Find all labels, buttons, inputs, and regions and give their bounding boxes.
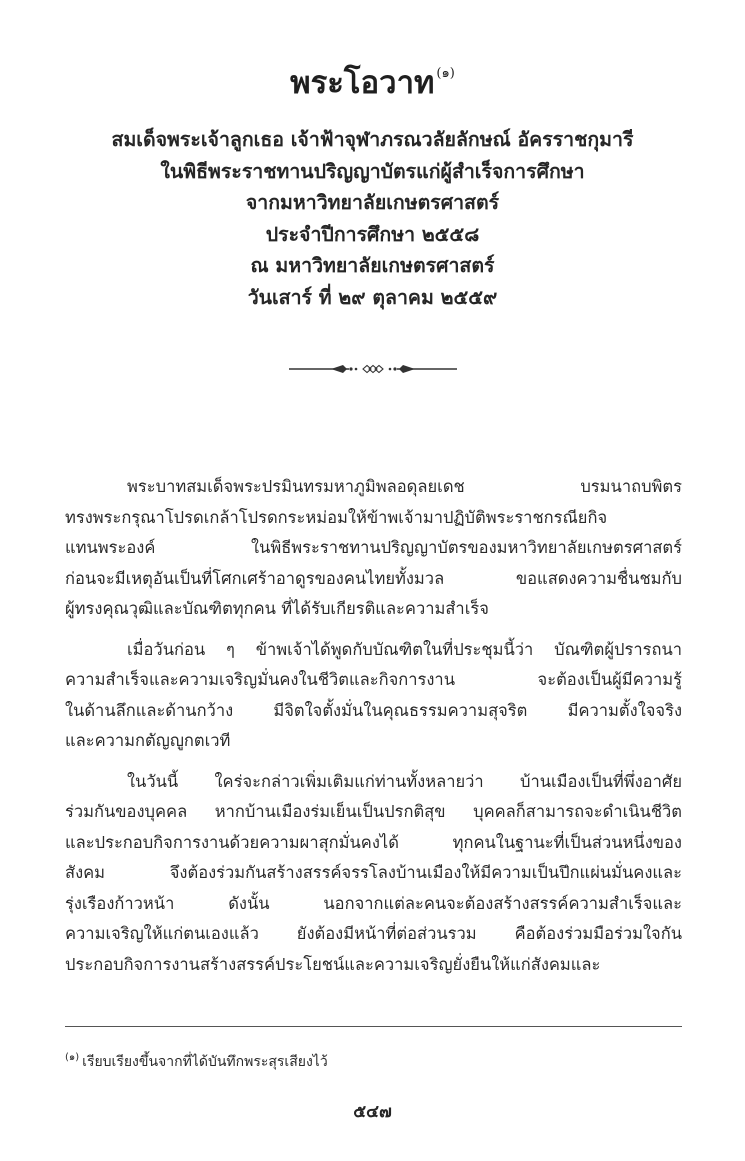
text-line: พระบาทสมเด็จพระปรมินทรมหาภูมิพลอดุลยเดช บรมนาถบพิตร <box>127 477 682 496</box>
text-line: รุ่งเรืองก้าวหน้า ดังนั้น นอกจากแต่ละคนจะต้องสร้างสรรค์ความสำเร็จและ <box>65 893 682 913</box>
ornament-divider-icon <box>287 362 459 376</box>
subtitle-line: ณ มหาวิทยาลัยเกษตรศาสตร์ <box>250 254 495 277</box>
text-line: ผู้ทรงคุณวุฒิและบัณฑิตทุกคน ที่ได้รับเกียรติและความสำเร็จ <box>65 599 489 618</box>
text-line: ประกอบกิจการงานสร้างสรรค์ประโยชน์และความเจริญยั่งยืนให้แก่สังคมและ <box>65 954 601 974</box>
title-footnote-marker: (๑) <box>436 66 455 81</box>
text-line: ร่วมกันของบุคคล หากบ้านเมืองร่มเย็นเป็นปรกติสุข บุคคลก็สามารถจะดำเนินชีวิต <box>65 802 682 821</box>
paragraph <box>65 635 682 757</box>
paragraph <box>65 767 682 981</box>
subtitle-block <box>40 124 705 313</box>
text-line: ในวันนี้ ใคร่จะกล่าวเพิ่มเติมแก่ท่านทั้งหลายว่า บ้านเมืองเป็นที่พึ่งอาศัย <box>127 771 682 791</box>
text-line: ความสำเร็จและความเจริญมั่นคงในชีวิตและกิจการงาน จะต้องเป็นผู้มีความรู้ <box>65 670 682 689</box>
footnote <box>65 1047 682 1073</box>
text-line: ก่อนจะมีเหตุอันเป็นที่โศกเศร้าอาดูรของคนไทยทั้งมวล ขอแสดงความชื่นชมกับ <box>65 568 682 588</box>
text-line: ในด้านลึกและด้านกว้าง มีจิตใจตั้งมั่นในคุณธรรมความสุจริต มีความตั้งใจจริง <box>65 700 682 720</box>
text-line: แทนพระองค์ ในพิธีพระราชทานปริญญาบัตรของมหาวิทยาลัยเกษตรศาสตร์ <box>65 538 682 557</box>
page-title <box>0 52 745 105</box>
text-line: และประกอบกิจการงานด้วยความผาสุกมั่นคงได้ ทุกคนในฐานะที่เป็นส่วนหนึ่งของ <box>65 832 682 852</box>
paragraph <box>65 472 682 625</box>
text-line: ทรงพระกรุณาโปรดเกล้าโปรดกระหม่อมให้ข้าพเจ้ามาปฏิบัติพระราชกรณียกิจ <box>65 507 608 527</box>
page-number: ๕๔๗ <box>353 1102 392 1122</box>
text-line: ความเจริญให้แก่ตนเองแล้ว ยังต้องมีหน้าที่ต่อส่วนรวม คือต้องร่วมมือร่วมใจกัน <box>65 924 682 943</box>
title-text: พระโอวาท <box>290 65 435 101</box>
body-text <box>65 472 682 990</box>
text-line: เมื่อวันก่อน ๆ ข้าพเจ้าได้พูดกับบัณฑิตในที่ประชุมนี้ว่า บัณฑิตผู้ปรารถนา <box>127 639 682 659</box>
subtitle-line: วันเสาร์ ที่ ๒๙ ตุลาคม ๒๕๕๙ <box>247 285 498 309</box>
text-line: และความกตัญญูกตเวที <box>65 731 231 750</box>
footnote-divider <box>65 1026 682 1027</box>
footnote-text: เรียบเรียงขึ้นจากที่ได้บันทึกพระสุรเสียงไว้ <box>82 1054 328 1070</box>
subtitle-line: สมเด็จพระเจ้าลูกเธอ เจ้าฟ้าจุฬาภรณวลัยลักษณ์ อัครราชกุมารี <box>111 128 634 151</box>
text-line: สังคม จึงต้องร่วมกันสร้างสรรค์จรรโลงบ้านเมืองให้มีความเป็นปึกแผ่นมั่นคงและ <box>65 863 682 882</box>
subtitle-line: จากมหาวิทยาลัยเกษตรศาสตร์ <box>245 191 500 214</box>
subtitle-line: ในพิธีพระราชทานปริญญาบัตรแก่ผู้สำเร็จการศึกษา <box>160 159 585 183</box>
subtitle-line: ประจำปีการศึกษา ๒๕๕๘ <box>265 222 480 246</box>
footnote-marker: (๑) <box>65 1052 80 1063</box>
